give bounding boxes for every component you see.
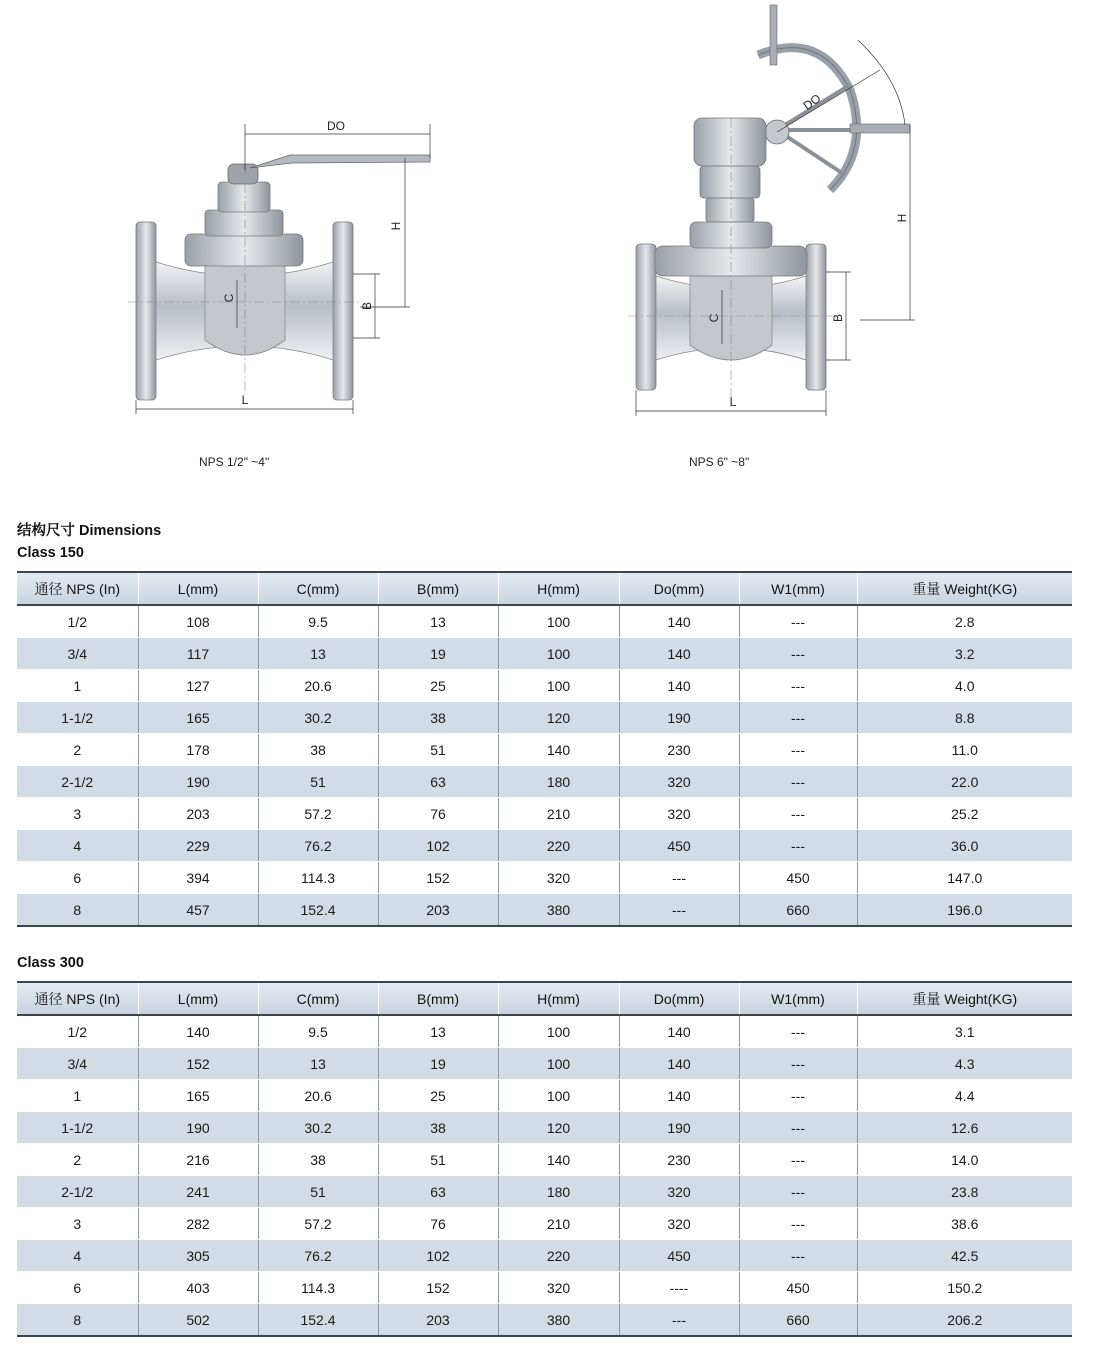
table-cell: 1-1/2	[17, 1112, 138, 1144]
table-cell: 76	[378, 1208, 498, 1240]
table-cell: 13	[378, 605, 498, 638]
table-cell: 100	[498, 1015, 619, 1048]
table-row	[17, 702, 1072, 734]
table-cell: 4.3	[857, 1048, 1072, 1080]
table-cell: 305	[138, 1240, 258, 1272]
table-cell: ---	[739, 798, 857, 830]
table-cell: 102	[378, 830, 498, 862]
table-cell: 3/4	[17, 1048, 138, 1080]
table-cell: ---	[739, 1112, 857, 1144]
dim-l-label: L	[729, 395, 737, 409]
table-cell: ---	[739, 1015, 857, 1048]
table-row	[17, 1208, 1072, 1240]
table-cell: 180	[498, 766, 619, 798]
table-cell: 3.1	[857, 1015, 1072, 1048]
table-cell: 152	[138, 1048, 258, 1080]
table-row	[17, 734, 1072, 766]
table-cell: ---	[619, 894, 739, 927]
table-cell: 450	[619, 830, 739, 862]
table-row	[17, 1240, 1072, 1272]
table-cell: 3/4	[17, 638, 138, 670]
table-cell: 203	[378, 1304, 498, 1337]
table-cell: 108	[138, 605, 258, 638]
table-cell: 63	[378, 766, 498, 798]
table-cell: 2-1/2	[17, 766, 138, 798]
table-cell: 102	[378, 1240, 498, 1272]
table-cell: 450	[619, 1240, 739, 1272]
table-cell: ---	[739, 1208, 857, 1240]
table-cell: 38	[258, 734, 378, 766]
table-cell: 457	[138, 894, 258, 927]
table-cell: 127	[138, 670, 258, 702]
table-cell: 178	[138, 734, 258, 766]
table-cell: 230	[619, 1144, 739, 1176]
table-cell: 320	[619, 766, 739, 798]
table-cell: 140	[619, 1048, 739, 1080]
table-cell: 3	[17, 798, 138, 830]
table-cell: 30.2	[258, 702, 378, 734]
table-row	[17, 894, 1072, 927]
table-cell: 150.2	[857, 1272, 1072, 1304]
table-cell: 14.0	[857, 1144, 1072, 1176]
column-header: L(mm)	[138, 572, 258, 605]
table-row	[17, 1048, 1072, 1080]
table-cell: 140	[619, 1015, 739, 1048]
table-cell: 190	[138, 766, 258, 798]
table-cell: 152.4	[258, 894, 378, 927]
table-cell: 320	[498, 1272, 619, 1304]
table-cell: 100	[498, 1048, 619, 1080]
table-cell: 2	[17, 1144, 138, 1176]
table-cell: 51	[378, 1144, 498, 1176]
table-cell: 320	[498, 862, 619, 894]
table-row	[17, 830, 1072, 862]
column-header: L(mm)	[138, 982, 258, 1015]
table-cell: 140	[138, 1015, 258, 1048]
table-row	[17, 1304, 1072, 1337]
table-cell: 320	[619, 1208, 739, 1240]
table-cell: 57.2	[258, 1208, 378, 1240]
table-row	[17, 670, 1072, 702]
table-cell: 450	[739, 1272, 857, 1304]
table-row	[17, 1015, 1072, 1048]
table-cell: 190	[138, 1112, 258, 1144]
table-cell: 403	[138, 1272, 258, 1304]
table-cell: 1	[17, 1080, 138, 1112]
table-cell: ---	[739, 702, 857, 734]
table-cell: 8.8	[857, 702, 1072, 734]
table-cell: 2-1/2	[17, 1176, 138, 1208]
column-header: 通径 NPS (In)	[17, 572, 138, 605]
dim-c-label: C	[707, 313, 721, 323]
table-cell: 19	[378, 638, 498, 670]
figure-caption-large: NPS 6" ~8"	[689, 455, 750, 469]
table-cell: ---	[739, 734, 857, 766]
class150-heading: Class 150	[17, 545, 84, 561]
table-cell: ---	[619, 1304, 739, 1337]
table-cell: 100	[498, 1080, 619, 1112]
table-cell: 210	[498, 798, 619, 830]
table-cell: 114.3	[258, 1272, 378, 1304]
table-row	[17, 1112, 1072, 1144]
dim-do-label: DO	[800, 91, 824, 113]
table-cell: ---	[739, 670, 857, 702]
dim-b-label: B	[360, 301, 374, 311]
table-row	[17, 605, 1072, 638]
table-cell: 57.2	[258, 798, 378, 830]
table-cell: 140	[619, 605, 739, 638]
table-cell: 4.0	[857, 670, 1072, 702]
table-header-row	[17, 982, 1072, 1015]
table-row	[17, 1176, 1072, 1208]
table-cell: 120	[498, 1112, 619, 1144]
table-cell: 152	[378, 1272, 498, 1304]
table-row	[17, 638, 1072, 670]
table-cell: 63	[378, 1176, 498, 1208]
column-header: C(mm)	[258, 982, 378, 1015]
table-cell: 42.5	[857, 1240, 1072, 1272]
column-header: Do(mm)	[619, 982, 739, 1015]
table-cell: 140	[498, 734, 619, 766]
table-cell: 8	[17, 894, 138, 927]
table-cell: 380	[498, 1304, 619, 1337]
table-cell: 660	[739, 1304, 857, 1337]
table-cell: 23.8	[857, 1176, 1072, 1208]
table-cell: ----	[619, 1272, 739, 1304]
table-cell: ---	[739, 1144, 857, 1176]
valve-drawing-large	[620, 0, 920, 420]
table-cell: ---	[739, 766, 857, 798]
table-cell: 38.6	[857, 1208, 1072, 1240]
table-cell: ---	[739, 1176, 857, 1208]
column-header: B(mm)	[378, 572, 498, 605]
table-header-row	[17, 572, 1072, 605]
column-header: C(mm)	[258, 572, 378, 605]
table-cell: 76	[378, 798, 498, 830]
column-header: 重量 Weight(KG)	[857, 572, 1072, 605]
table-cell: 30.2	[258, 1112, 378, 1144]
table-cell: 165	[138, 1080, 258, 1112]
table-cell: 220	[498, 1240, 619, 1272]
table-cell: 22.0	[857, 766, 1072, 798]
table-cell: 13	[258, 638, 378, 670]
table-cell: 1-1/2	[17, 702, 138, 734]
table-cell: 320	[619, 1176, 739, 1208]
table-row	[17, 1080, 1072, 1112]
table-cell: 502	[138, 1304, 258, 1337]
table-cell: 450	[739, 862, 857, 894]
table-cell: 13	[258, 1048, 378, 1080]
table-cell: ---	[739, 1080, 857, 1112]
column-header: W1(mm)	[739, 572, 857, 605]
table-cell: 51	[378, 734, 498, 766]
table-cell: 6	[17, 1272, 138, 1304]
table-cell: 9.5	[258, 605, 378, 638]
table-cell: 36.0	[857, 830, 1072, 862]
table-cell: 51	[258, 766, 378, 798]
table-cell: 20.6	[258, 670, 378, 702]
table-cell: 38	[258, 1144, 378, 1176]
table-cell: 140	[619, 1080, 739, 1112]
class150-table	[17, 571, 1072, 927]
table-cell: 220	[498, 830, 619, 862]
table-cell: 6	[17, 862, 138, 894]
table-cell: 4	[17, 1240, 138, 1272]
table-cell: 13	[378, 1015, 498, 1048]
dim-h-label: H	[895, 213, 909, 223]
table-cell: 203	[378, 894, 498, 927]
column-header: H(mm)	[498, 982, 619, 1015]
table-cell: 394	[138, 862, 258, 894]
table-cell: 9.5	[258, 1015, 378, 1048]
column-header: Do(mm)	[619, 572, 739, 605]
table-cell: 380	[498, 894, 619, 927]
table-cell: 12.6	[857, 1112, 1072, 1144]
table-cell: 206.2	[857, 1304, 1072, 1337]
table-cell: 241	[138, 1176, 258, 1208]
valve-drawing-small	[120, 110, 450, 420]
table-cell: 230	[619, 734, 739, 766]
table-cell: 140	[619, 638, 739, 670]
table-cell: 25	[378, 1080, 498, 1112]
table-cell: 2	[17, 734, 138, 766]
table-cell: 38	[378, 1112, 498, 1144]
table-cell: 1	[17, 670, 138, 702]
column-header: 通径 NPS (In)	[17, 982, 138, 1015]
table-cell: 180	[498, 1176, 619, 1208]
table-cell: 51	[258, 1176, 378, 1208]
table-cell: 196.0	[857, 894, 1072, 927]
table-cell: 114.3	[258, 862, 378, 894]
table-cell: 8	[17, 1304, 138, 1337]
table-cell: 152	[378, 862, 498, 894]
table-cell: 38	[378, 702, 498, 734]
table-cell: 229	[138, 830, 258, 862]
table-cell: 120	[498, 702, 619, 734]
column-header: W1(mm)	[739, 982, 857, 1015]
column-header: 重量 Weight(KG)	[857, 982, 1072, 1015]
table-cell: 100	[498, 605, 619, 638]
table-row	[17, 798, 1072, 830]
table-cell: 11.0	[857, 734, 1072, 766]
table-cell: 203	[138, 798, 258, 830]
table-cell: 140	[619, 670, 739, 702]
dim-do-label: DO	[327, 119, 345, 133]
table-cell: ---	[739, 1048, 857, 1080]
table-cell: 117	[138, 638, 258, 670]
dim-l-label: L	[241, 393, 249, 407]
table-cell: 152.4	[258, 1304, 378, 1337]
table-cell: 190	[619, 1112, 739, 1144]
table-cell: 4.4	[857, 1080, 1072, 1112]
column-header: B(mm)	[378, 982, 498, 1015]
dim-h-label: H	[389, 221, 403, 231]
table-cell: ---	[739, 605, 857, 638]
table-cell: ---	[739, 830, 857, 862]
class300-heading: Class 300	[17, 955, 84, 971]
table-cell: 19	[378, 1048, 498, 1080]
dim-c-label: C	[222, 293, 236, 303]
table-cell: 25.2	[857, 798, 1072, 830]
table-cell: 216	[138, 1144, 258, 1176]
table-row	[17, 1144, 1072, 1176]
figure-caption-small: NPS 1/2" ~4"	[199, 455, 270, 469]
table-cell: 210	[498, 1208, 619, 1240]
table-row	[17, 1272, 1072, 1304]
table-cell: 76.2	[258, 830, 378, 862]
table-cell: 165	[138, 702, 258, 734]
table-cell: ---	[739, 1240, 857, 1272]
table-row	[17, 862, 1072, 894]
table-cell: ---	[739, 638, 857, 670]
table-cell: 660	[739, 894, 857, 927]
table-cell: 76.2	[258, 1240, 378, 1272]
table-cell: 2.8	[857, 605, 1072, 638]
table-cell: 282	[138, 1208, 258, 1240]
class300-table	[17, 981, 1072, 1337]
table-cell: ---	[619, 862, 739, 894]
table-cell: 1/2	[17, 1015, 138, 1048]
table-cell: 100	[498, 638, 619, 670]
table-cell: 20.6	[258, 1080, 378, 1112]
valve-figures	[0, 0, 1100, 490]
table-row	[17, 766, 1072, 798]
table-cell: 3.2	[857, 638, 1072, 670]
table-cell: 25	[378, 670, 498, 702]
table-cell: 140	[498, 1144, 619, 1176]
table-cell: 100	[498, 670, 619, 702]
dim-b-label: B	[831, 313, 845, 323]
table-cell: 147.0	[857, 862, 1072, 894]
dimensions-heading: 结构尺寸 Dimensions	[17, 523, 162, 539]
table-cell: 4	[17, 830, 138, 862]
table-cell: 1/2	[17, 605, 138, 638]
table-cell: 320	[619, 798, 739, 830]
table-cell: 3	[17, 1208, 138, 1240]
table-cell: 190	[619, 702, 739, 734]
column-header: H(mm)	[498, 572, 619, 605]
